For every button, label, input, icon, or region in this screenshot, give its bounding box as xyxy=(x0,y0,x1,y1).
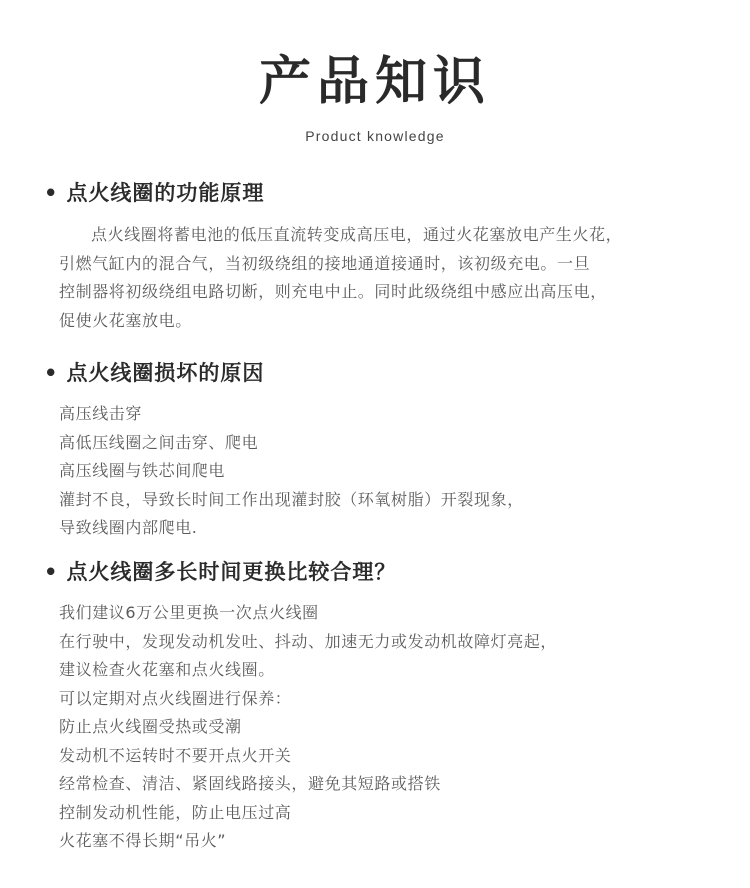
list-item: 经常检查、清洁、紧固线路接头，避免其短路或搭铁 xyxy=(59,774,441,793)
page-title: 产品知识 xyxy=(258,51,491,112)
list-item: 建议检查火花塞和点火线圈。 xyxy=(59,660,275,679)
list-item: 控制发动机性能，防止电压过高 xyxy=(59,802,292,822)
list-item: 灌封不良，导致长时间工作出现灌封胶（环氧树脂）开裂现象， xyxy=(59,489,524,509)
list-item: 高压线击穿 xyxy=(59,404,143,423)
paragraph-line: 促使火花塞放电。 xyxy=(59,310,192,330)
section-list-damage-causes xyxy=(59,400,719,543)
section-heading-text: 点火线圈多长时间更换比较合理？ xyxy=(66,560,397,584)
section-paragraph-function xyxy=(59,221,719,335)
section-heading-text: 点火线圈的功能原理 xyxy=(66,181,265,205)
paragraph-line: 控制器将初级绕组电路切断，则充电中止。同时此级绕组中感应出高压电， xyxy=(59,282,607,301)
list-item: 高压线圈与铁芯间爬电 xyxy=(59,461,226,480)
paragraph-line: 引燃气缸内的混合气，当初级绕组的接地通道接通时，该初级充电。一旦 xyxy=(59,253,591,273)
paragraph-line: 点火线圈将蓄电池的低压直流转变成高压电，通过火花塞放电产生火花， xyxy=(91,225,623,244)
bullet-dot: • xyxy=(44,361,59,385)
list-item: 防止点火线圈受热或受潮 xyxy=(59,717,242,736)
list-item: 在行驶中，发现发动机发吐、抖动、加速无力或发动机故障灯亮起， xyxy=(59,631,558,651)
list-item: 可以定期对点火线圈进行保养： xyxy=(59,688,292,708)
bullet-dot: • xyxy=(44,181,59,205)
section-heading-damage-causes xyxy=(44,358,264,388)
section-list-replacement xyxy=(59,599,719,856)
bullet-dot: • xyxy=(44,560,59,584)
list-item: 导致线圈内部爬电. xyxy=(59,518,198,537)
list-item: 火花塞不得长期“吊火” xyxy=(59,831,227,850)
section-heading-function xyxy=(44,178,264,208)
section-heading-replacement xyxy=(44,557,396,587)
list-item: 我们建议6万公里更换一次点火线圈 xyxy=(59,603,319,622)
section-heading-text: 点火线圈损坏的原因 xyxy=(66,361,265,385)
list-item: 发动机不运转时不要开点火开关 xyxy=(59,745,292,765)
list-item: 高低压线圈之间击穿、爬电 xyxy=(59,432,259,452)
page-subtitle: Product knowledge xyxy=(305,128,445,144)
